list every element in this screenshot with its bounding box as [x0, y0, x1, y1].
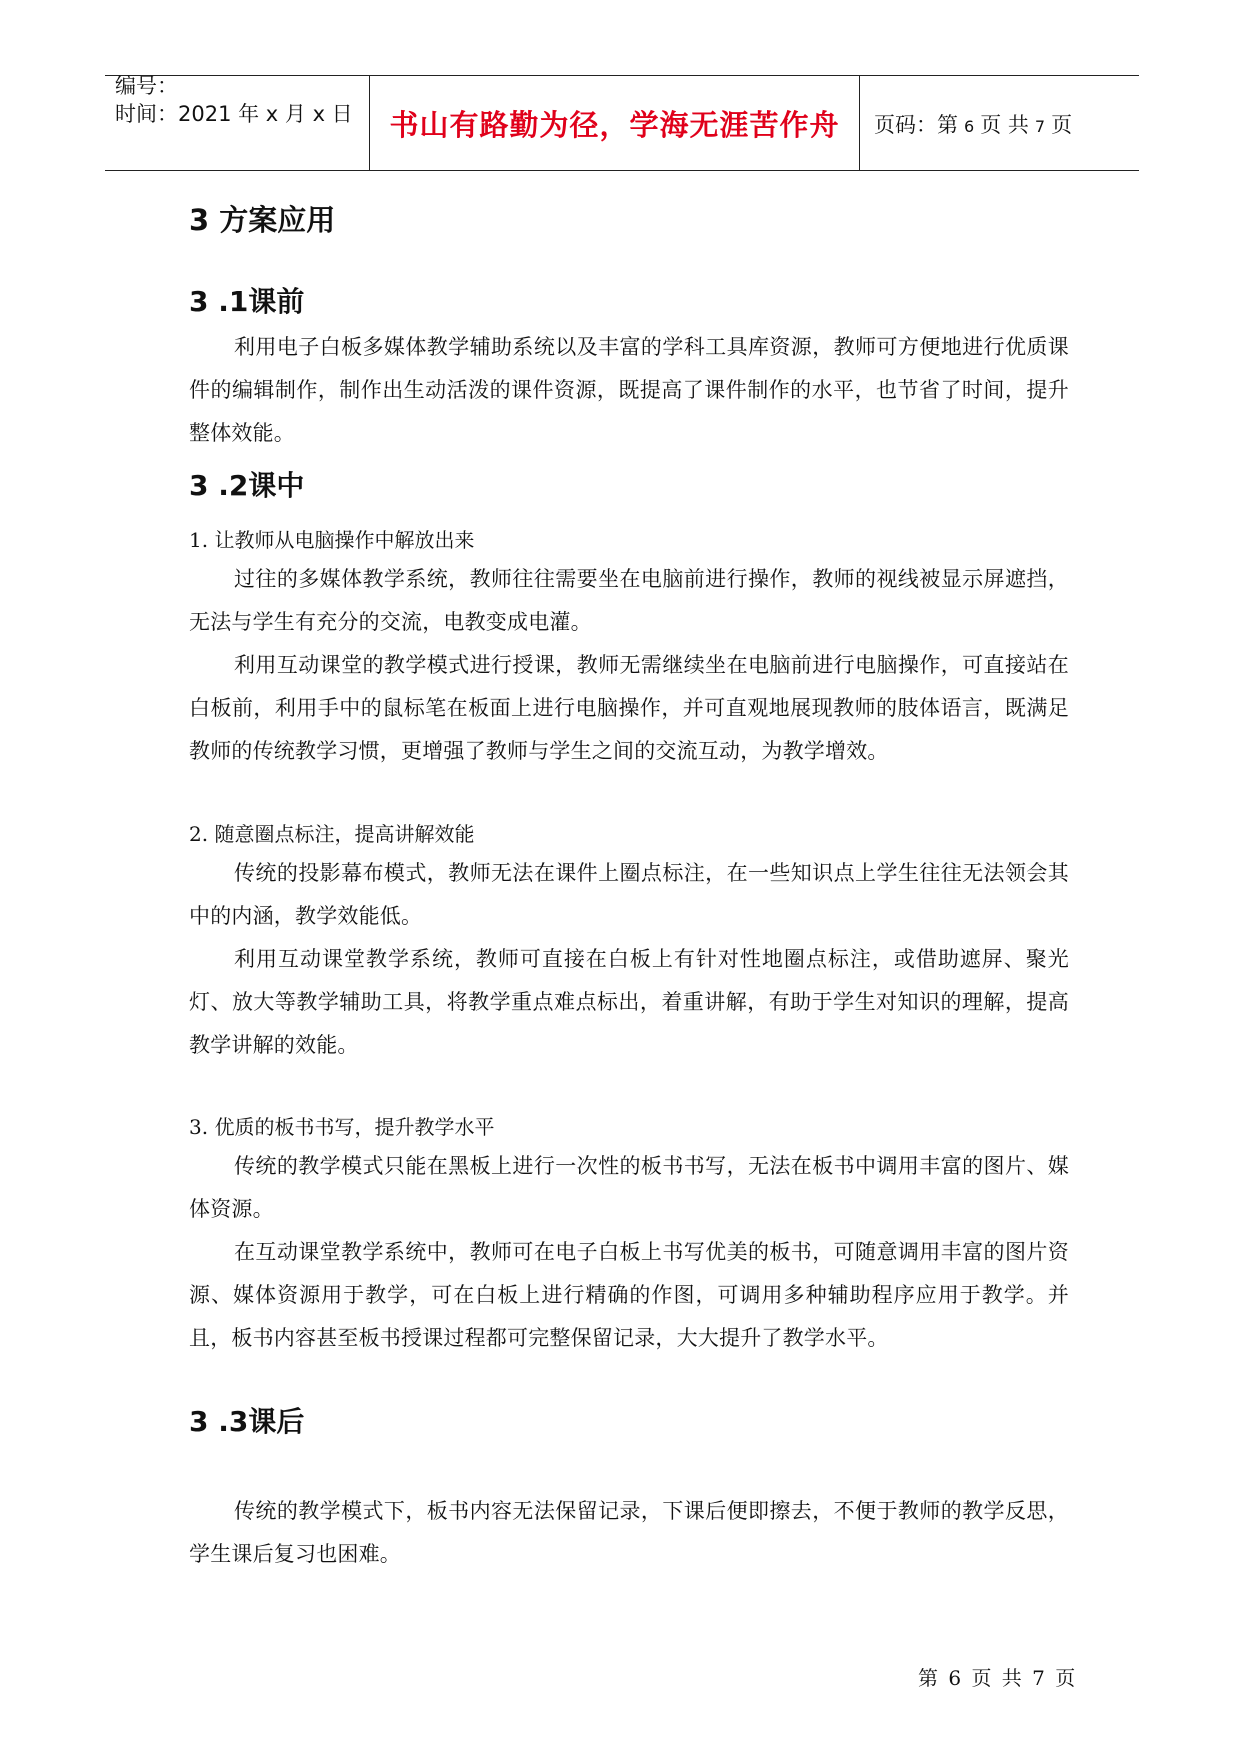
subsection-title-after-class: 3 .3课后	[189, 1405, 305, 1438]
paragraph-before-class: 利用电子白板多媒体教学辅助系统以及丰富的学科工具库资源，教师可方便地进行优质课件的编辑制作，制作出生动活泼的课件资源，既提高了课件制作的水平，也节省了时间，提升整体效能。	[189, 335, 1069, 445]
page-footer: 第 6 页 共 7 页	[918, 1666, 1076, 1690]
paragraph-item3-1: 传统的教学模式只能在黑板上进行一次性的板书书写，无法在板书中调用丰富的图片、媒体资源。	[189, 1154, 1069, 1221]
page-mid: 页 共	[980, 113, 1029, 137]
paragraph-item3-2: 在互动课堂教学系统中，教师可在电子白板上书写优美的板书，可随意调用丰富的图片资源、媒体资源用于教学，可在白板上进行精确的作图，可调用多种辅助程序应用于教学。并且，板书内容甚至板书授课过程都可完整保留记录，大大提升了教学水平。	[189, 1240, 1069, 1350]
header-motto: 书山有路勤为径，学海无涯苦作舟	[389, 108, 840, 142]
page-suffix: 页	[1051, 113, 1073, 137]
list-item-2: 2. 随意圈点标注，提高讲解效能	[189, 822, 475, 846]
header-page-info	[874, 109, 1072, 139]
page-number: 6	[964, 117, 975, 136]
paragraph-item2-2: 利用互动课堂教学系统，教师可直接在白板上有针对性地圈点标注，或借助遮屏、聚光灯、放大等教学辅助工具，将教学重点难点标出，着重讲解，有助于学生对知识的理解，提高教学讲解的效能。	[189, 947, 1069, 1057]
paragraph-item2-1: 传统的投影幕布模式，教师无法在课件上圈点标注，在一些知识点上学生往往无法领会其中的内涵，教学效能低。	[189, 861, 1069, 928]
subsection-title-before-class: 3 .1课前	[189, 285, 305, 318]
paragraph-after-class: 传统的教学模式下，板书内容无法保留记录，下课后便即擦去，不便于教师的教学反思，学生课后复习也困难。	[189, 1499, 1069, 1566]
header-page-cell	[860, 76, 1139, 170]
page-prefix: 页码：第	[874, 113, 958, 137]
page-header	[105, 75, 1139, 171]
header-motto-cell	[369, 76, 860, 170]
section-title: 3 方案应用	[189, 203, 336, 237]
subsection-title-in-class: 3 .2课中	[189, 469, 305, 502]
paragraph-item1-2: 利用互动课堂的教学模式进行授课，教师无需继续坐在电脑前进行电脑操作，可直接站在白板前，利用手中的鼠标笔在板面上进行电脑操作，并可直观地展现教师的肢体语言，既满足教师的传统教学习惯，更增强了教师与学生之间的交流互动，为教学增效。	[189, 653, 1069, 763]
list-item-1: 1. 让教师从电脑操作中解放出来	[189, 528, 475, 552]
list-item-3: 3. 优质的板书书写，提升教学水平	[189, 1115, 495, 1139]
page-total: 7	[1034, 117, 1046, 136]
document-time-label: 时间：2021 年 x 月 x 日	[115, 102, 353, 126]
paragraph-item1-1: 过往的多媒体教学系统，教师往往需要坐在电脑前进行操作，教师的视线被显示屏遮挡，无法与学生有充分的交流，电教变成电灌。	[189, 567, 1069, 634]
document-number-label: 编号：	[115, 74, 178, 98]
header-meta-cell	[105, 76, 367, 170]
